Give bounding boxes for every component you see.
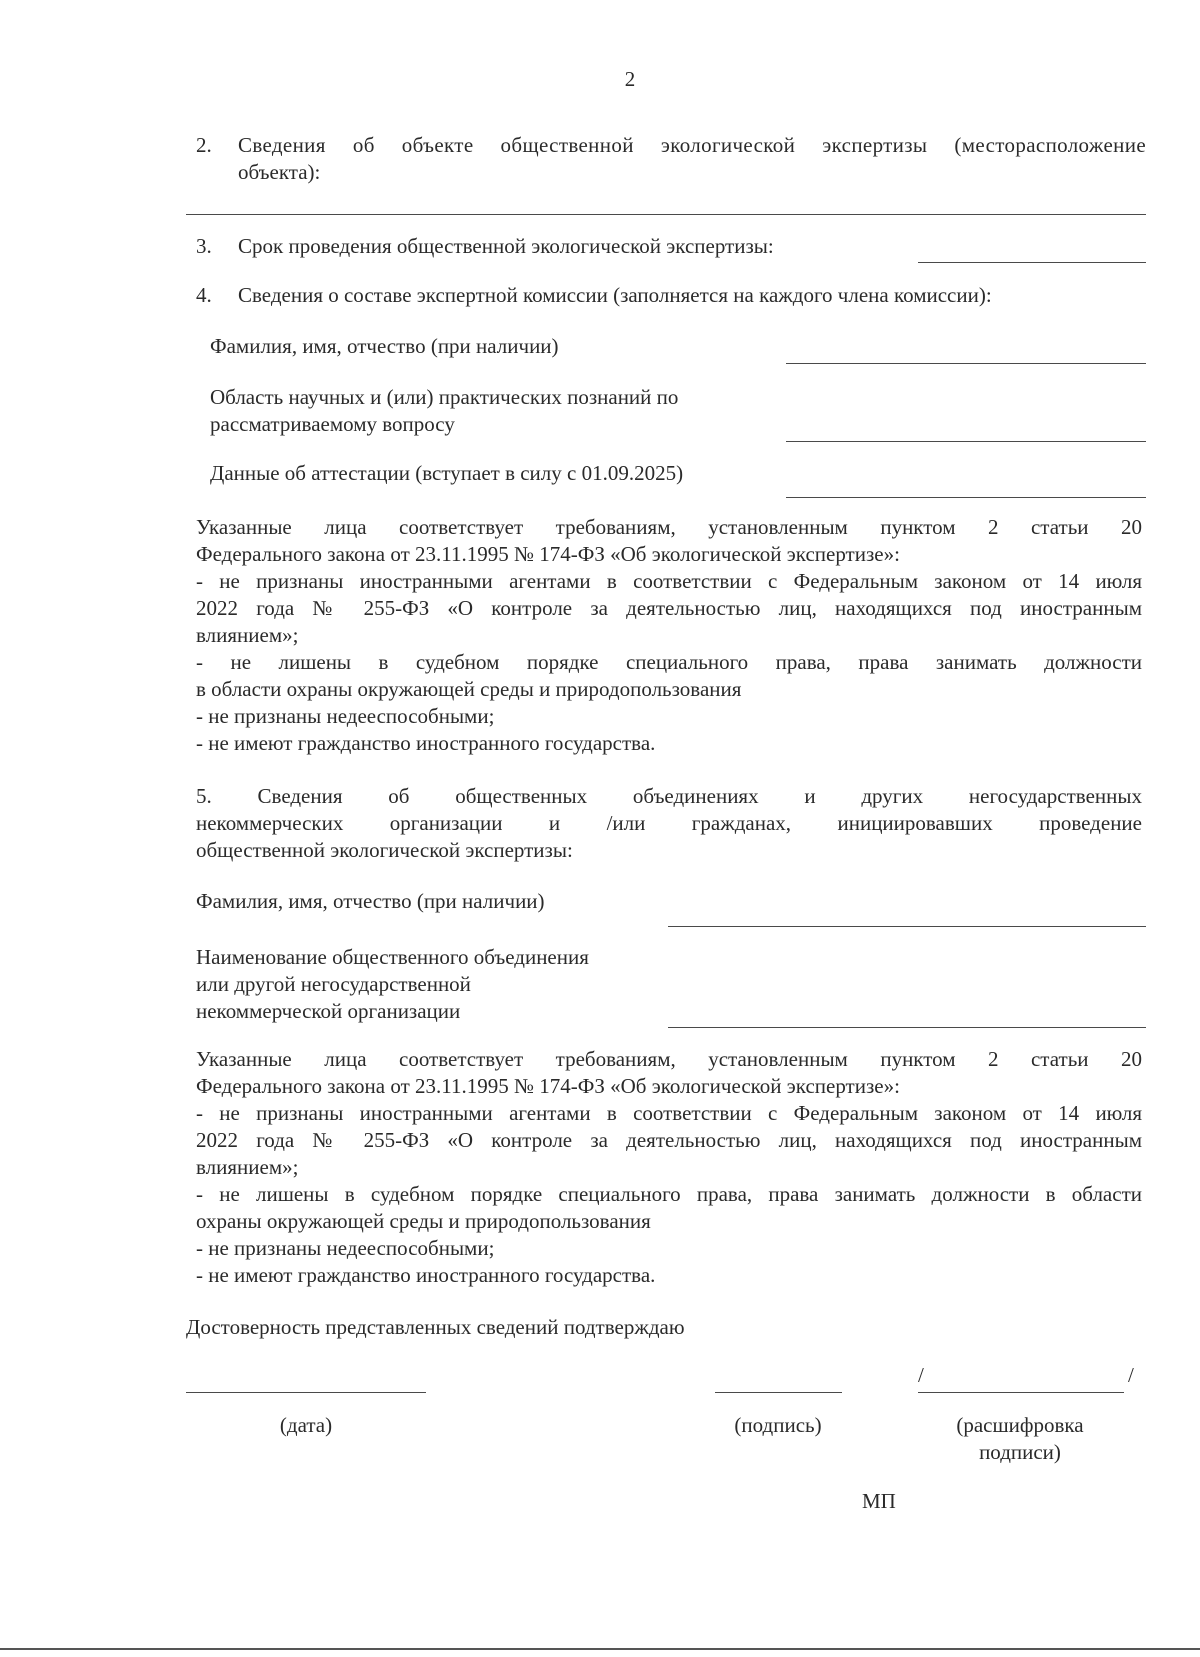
compliance-2-line9: - не имеют гражданство иностранного государства.: [196, 1263, 656, 1287]
compliance-2-line3: - не признаны иностранными агентами в соответствии с Федеральным законом от 14 июля: [196, 1101, 1142, 1125]
slash-right: /: [1128, 1363, 1134, 1387]
section-5-line2: некоммерческих организации и /или гражданах, инициировавших проведение: [196, 811, 1142, 835]
compliance-2-line6: - не лишены в судебном порядке специального права, права занимать должности в области: [196, 1182, 1142, 1206]
section-4-field-attestation-line[interactable]: [786, 497, 1146, 498]
section-4-field-area-line[interactable]: [786, 441, 1146, 442]
compliance-1-line8: - не признаны недееспособными;: [196, 704, 495, 728]
compliance-1-line6: - не лишены в судебном порядке специального права, права занимать должности: [196, 650, 1142, 674]
section-3-number: 3.: [196, 234, 212, 258]
compliance-2-line5: влиянием»;: [196, 1155, 299, 1179]
section-2-line2: объекта):: [238, 160, 321, 184]
section-5-field-name-label: Фамилия, имя, отчество (при наличии): [196, 889, 545, 913]
section-3: [196, 233, 916, 260]
signature-decode-line[interactable]: [918, 1392, 1124, 1393]
compliance-2-line8: - не признаны недееспособными;: [196, 1236, 495, 1260]
signature-decode-line2: подписи): [979, 1440, 1061, 1464]
section-4-field-area-line2: рассматриваемому вопросу: [210, 412, 455, 436]
section-5-field-name-line[interactable]: [668, 926, 1146, 927]
section-4-field-area-label: [210, 384, 678, 438]
signature-label: (подпись): [734, 1413, 822, 1437]
date-line[interactable]: [186, 1392, 426, 1393]
section-5: [196, 783, 1142, 864]
section-4-number: 4.: [196, 283, 212, 307]
slash-left: /: [918, 1363, 924, 1387]
section-5-line1: 5. Сведения об общественных объединениях и других негосударственных: [196, 784, 1142, 808]
page-number: 2: [624, 67, 636, 91]
compliance-2-line4: 2022 года № 255-ФЗ «О контроле за деятельностью лиц, находящихся под иностранным: [196, 1128, 1142, 1152]
compliance-2-line7: охраны окружающей среды и природопользования: [196, 1209, 651, 1233]
section-5-field-org-line2: или другой негосударственной: [196, 972, 471, 996]
section-2-line1: Сведения об объекте общественной экологической экспертизы (месторасположение: [238, 133, 1146, 157]
page-bottom-edge: [0, 1648, 1200, 1650]
section-2-fill-line[interactable]: [186, 214, 1146, 215]
section-5-line3: общественной экологической экспертизы:: [196, 838, 573, 862]
section-2: [196, 132, 1146, 186]
section-5-field-org-label: [196, 944, 589, 1025]
section-4-text: Сведения о составе экспертной комиссии (заполняется на каждого члена комиссии):: [238, 283, 992, 307]
date-label: (дата): [279, 1413, 333, 1437]
compliance-2-line1: Указанные лица соответствует требованиям, установленным пунктом 2 статьи 20: [196, 1047, 1142, 1071]
section-4-field-name-label: Фамилия, имя, отчество (при наличии): [210, 334, 559, 358]
section-2-number: 2.: [196, 133, 212, 157]
section-4-field-name-line[interactable]: [786, 363, 1146, 364]
confirmation-text: Достоверность представленных сведений подтверждаю: [186, 1315, 685, 1339]
stamp-placeholder: МП: [862, 1489, 896, 1513]
signature-decode-line1: (расшифровка: [956, 1413, 1084, 1437]
signature-line[interactable]: [715, 1392, 842, 1393]
section-3-fill-line[interactable]: [918, 262, 1146, 263]
compliance-1-line3: - не признаны иностранными агентами в соответствии с Федеральным законом от 14 июля: [196, 569, 1142, 593]
compliance-1-line7: в области охраны окружающей среды и природопользования: [196, 677, 742, 701]
compliance-block-1: [196, 514, 1142, 757]
compliance-1-line2: Федерального закона от 23.11.1995 № 174-ФЗ «Об экологической экспертизе»:: [196, 542, 900, 566]
compliance-1-line1: Указанные лица соответствует требованиям, установленным пунктом 2 статьи 20: [196, 515, 1142, 539]
compliance-1-line9: - не имеют гражданство иностранного государства.: [196, 731, 656, 755]
section-3-text: Срок проведения общественной экологической экспертизы:: [238, 234, 774, 258]
section-4-field-area-line1: Область научных и (или) практических познаний по: [210, 385, 679, 409]
signature-decode-label: [930, 1412, 1110, 1466]
compliance-2-line2: Федерального закона от 23.11.1995 № 174-ФЗ «Об экологической экспертизе»:: [196, 1074, 900, 1098]
compliance-block-2: [196, 1046, 1142, 1289]
section-5-field-org-line[interactable]: [668, 1027, 1146, 1028]
section-5-field-org-line3: некоммерческой организации: [196, 999, 461, 1023]
section-4-field-attestation-label: Данные об аттестации (вступает в силу с 01.09.2025): [210, 461, 684, 485]
section-4: [196, 282, 1156, 309]
compliance-1-line5: влиянием»;: [196, 623, 299, 647]
compliance-1-line4: 2022 года № 255-ФЗ «О контроле за деятельностью лиц, находящихся под иностранным: [196, 596, 1142, 620]
section-5-field-org-line1: Наименование общественного объединения: [196, 945, 589, 969]
